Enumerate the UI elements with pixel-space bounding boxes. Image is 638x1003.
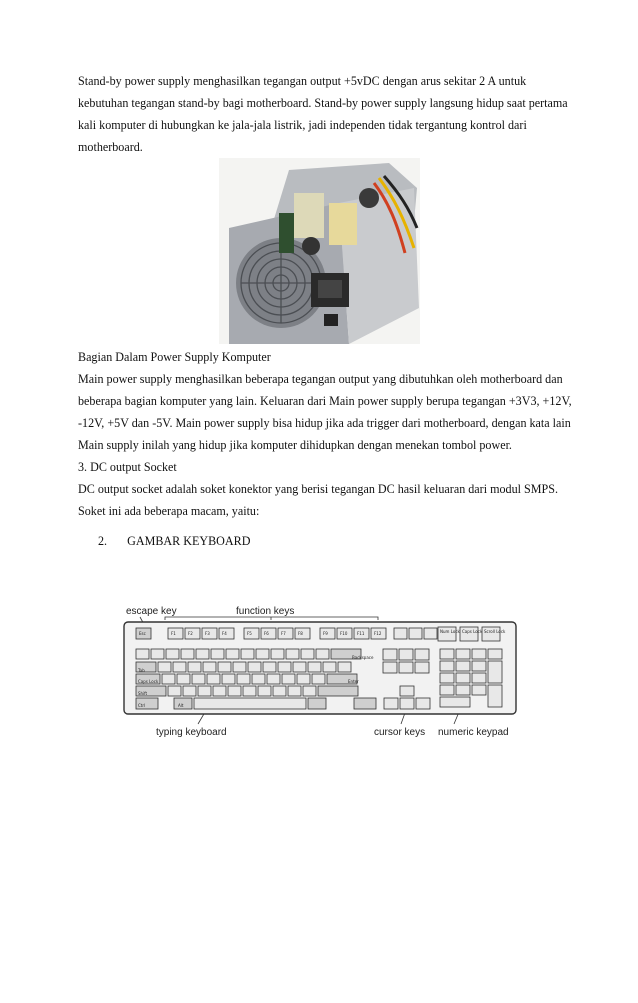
enter-key-text: Enter: [348, 679, 359, 684]
typing-key: [312, 674, 325, 684]
space-bar: [194, 698, 306, 709]
typing-key: [323, 662, 336, 672]
typing-key: [198, 686, 211, 696]
cursor-keys-label: cursor keys: [374, 727, 426, 738]
typing-key: [226, 649, 239, 659]
numeric-keypad-label: numeric keypad: [438, 727, 509, 738]
list-item: [98, 531, 250, 551]
section-heading: 3. DC output Socket: [78, 460, 177, 474]
typing-key: [237, 674, 250, 684]
typing-key: [207, 674, 220, 684]
alt-key-right: [308, 698, 326, 709]
text-line: Soket ini ada beberapa macam, yaitu:: [78, 504, 260, 518]
numpad-key: [440, 649, 454, 659]
arrow-left-key: [384, 698, 398, 709]
numpad-key: [456, 685, 470, 695]
navigation-key: [383, 662, 397, 673]
text-line: beberapa bagian komputer yang lain. Keluaran dari Main power supply berupa tegangan +3V3, +12V,: [78, 394, 572, 408]
numpad-key: [472, 649, 486, 659]
typing-key: [258, 686, 271, 696]
text-line: Main supply inilah yang hidup jika komputer dihidupkan dengan menekan tombol power.: [78, 438, 512, 452]
navigation-key: [383, 649, 397, 660]
escape-key-label: escape key: [126, 606, 177, 617]
typing-key: [263, 662, 276, 672]
tab-key-text: Tab: [138, 668, 145, 673]
typing-key: [308, 662, 321, 672]
typing-key: [177, 674, 190, 684]
function-key-label: F2: [188, 631, 193, 636]
typing-key: [297, 674, 310, 684]
arrow-down-key: [400, 698, 414, 709]
navigation-key: [399, 662, 413, 673]
typing-key: [183, 686, 196, 696]
shift-key-text: Shift: [138, 691, 148, 696]
typing-key: [211, 649, 224, 659]
scroll-lock-text: Scroll Lock: [484, 629, 506, 634]
typing-key: [151, 649, 164, 659]
list-number: 2.: [98, 534, 108, 548]
paragraph-main-supply: [78, 346, 572, 522]
typing-key: [288, 686, 301, 696]
section-heading: Bagian Dalam Power Supply Komputer: [78, 350, 271, 364]
function-keys: [168, 628, 437, 639]
typing-key: [136, 649, 149, 659]
navigation-key: [415, 649, 429, 660]
function-key-label: F10: [340, 631, 348, 636]
numpad-key: [456, 673, 470, 683]
function-key-label: F8: [298, 631, 303, 636]
typing-key: [228, 686, 241, 696]
arrow-up-key: [400, 686, 414, 696]
keyboard-diagram: [118, 600, 522, 745]
typing-key: [166, 649, 179, 659]
typing-key: [168, 686, 181, 696]
function-key-label: F7: [281, 631, 286, 636]
typing-key: [158, 662, 171, 672]
typing-key: [222, 674, 235, 684]
numpad-key: [440, 685, 454, 695]
typing-key: [243, 686, 256, 696]
typing-key: [162, 674, 175, 684]
text-line: kebutuhan tegangan stand-by bagi motherboard. Stand-by power supply langsung hidup saat pertama: [78, 96, 568, 110]
power-supply-photo: [219, 158, 420, 344]
alt-key-text: Alt: [178, 703, 184, 708]
ctrl-key-right: [354, 698, 376, 709]
system-key: [424, 628, 437, 639]
function-key-label: F9: [323, 631, 328, 636]
numpad-key: [472, 673, 486, 683]
backspace-key-text: Backspace: [352, 655, 374, 660]
list-text: GAMBAR KEYBOARD: [127, 534, 251, 548]
typing-key: [252, 674, 265, 684]
shift-key: [318, 686, 358, 696]
numpad-key: [472, 685, 486, 695]
typing-key: [203, 662, 216, 672]
text-line: kali komputer di hubungkan ke jala-jala listrik, jadi independen tidak tergantung kontrol dari: [78, 118, 527, 132]
typing-key: [181, 649, 194, 659]
typing-keyboard-label: typing keyboard: [156, 727, 227, 738]
function-key-label: F12: [374, 631, 382, 636]
text-line: motherboard.: [78, 140, 143, 154]
caps-lock-text: Caps Lock: [462, 629, 483, 634]
numpad-key: [488, 661, 502, 683]
navigation-key: [399, 649, 413, 660]
system-key: [394, 628, 407, 639]
numpad-key: [456, 661, 470, 671]
escape-key-text: Esc: [139, 631, 146, 636]
typing-key: [196, 649, 209, 659]
numpad-key: [440, 697, 470, 707]
typing-key: [241, 649, 254, 659]
caps-key-text: Caps Lock: [138, 679, 159, 684]
function-key-label: F6: [264, 631, 269, 636]
function-keys-label: function keys: [236, 606, 295, 617]
numpad-key: [488, 685, 502, 707]
function-key-label: F4: [222, 631, 227, 636]
text-line: Stand-by power supply menghasilkan tegangan output +5vDC dengan arus sekitar 2 A untuk: [78, 74, 527, 88]
typing-key: [282, 674, 295, 684]
arrow-right-key: [416, 698, 430, 709]
numpad-key: [440, 661, 454, 671]
typing-key: [213, 686, 226, 696]
typing-key: [286, 649, 299, 659]
typing-key: [303, 686, 316, 696]
typing-key: [273, 686, 286, 696]
navigation-key: [415, 662, 429, 673]
typing-key: [233, 662, 246, 672]
typing-key: [293, 662, 306, 672]
paragraph-standby: [78, 70, 568, 158]
typing-key: [248, 662, 261, 672]
typing-key: [267, 674, 280, 684]
typing-key: [278, 662, 291, 672]
num-lock-text: Num Lock: [440, 629, 460, 634]
system-key: [409, 628, 422, 639]
typing-key: [173, 662, 186, 672]
typing-key: [218, 662, 231, 672]
typing-key: [188, 662, 201, 672]
text-line: Main power supply menghasilkan beberapa tegangan output yang dibutuhkan oleh motherboard dan: [78, 372, 563, 386]
numpad-key: [472, 661, 486, 671]
function-key-label: F3: [205, 631, 210, 636]
numpad-key: [488, 649, 502, 659]
text-line: -12V, +5V dan -5V. Main power supply bisa hidup jika ada trigger dari motherboard, dengan kata lain: [78, 416, 571, 430]
function-key-label: F1: [171, 631, 176, 636]
typing-key: [301, 649, 314, 659]
ctrl-key-text: Ctrl: [138, 703, 146, 708]
typing-key: [338, 662, 351, 672]
typing-key: [271, 649, 284, 659]
numpad-key: [456, 649, 470, 659]
typing-key: [256, 649, 269, 659]
typing-key: [192, 674, 205, 684]
function-key-label: F5: [247, 631, 252, 636]
function-key-label: F11: [357, 631, 365, 636]
typing-key: [316, 649, 329, 659]
numpad-key: [440, 673, 454, 683]
text-line: DC output socket adalah soket konektor yang berisi tegangan DC hasil keluaran dari modul SMPS.: [78, 482, 558, 496]
